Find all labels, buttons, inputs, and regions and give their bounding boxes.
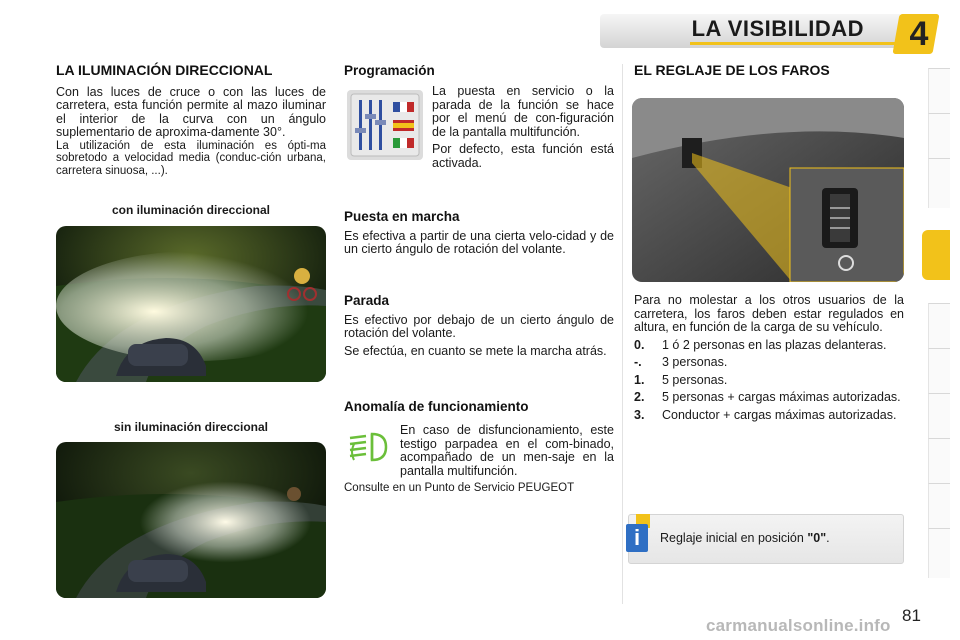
section-heading: Anomalía de funcionamiento xyxy=(344,399,529,414)
image-caption: sin iluminación direccional xyxy=(113,420,269,434)
headlamp-adjustment-text xyxy=(634,294,904,426)
info-icon: i xyxy=(626,524,648,552)
body-text: Con las luces de cruce o con las luces de carretera, esta función permite al mazo iluminar el interior de la curva con un ángulo suplementario de aproxima-damente 30°. xyxy=(56,84,326,139)
body-text: Es efectivo por debajo de un cierto ángulo de rotación del volante. xyxy=(344,312,614,340)
section-heading: EL REGLAJE DE LOS FAROS xyxy=(634,62,830,78)
body-text: Se efectúa, en cuanto se mete la marcha atrás. xyxy=(344,343,607,358)
body-text: Por defecto, esta función está activada. xyxy=(432,142,614,170)
page-number: 81 xyxy=(902,606,921,625)
body-text: Consulte en un Punto de Servicio PEUGEOT xyxy=(344,482,575,494)
list-item: 1. 5 personas. xyxy=(634,372,728,387)
chapter-tab[interactable] xyxy=(928,483,950,533)
chapter-tab[interactable] xyxy=(928,528,950,578)
page-title: LA VISIBILIDAD xyxy=(691,16,864,41)
chapter-tab[interactable] xyxy=(928,158,950,208)
column-headlamp-adjustment xyxy=(634,64,904,86)
chapter-number: 4 xyxy=(909,15,929,53)
section-stop xyxy=(344,294,614,358)
info-text: Reglaje inicial en posición "0". xyxy=(660,531,830,545)
body-text: Para no molestar a los otros usuarios de la carretera, los faros deben estar regulados en altura, en función de la carga de su vehículo. xyxy=(634,293,904,334)
section-heading: Programación xyxy=(344,63,435,78)
body-text: Es efectiva a partir de una cierta velo-cidad y de un cierto ángulo de rotación del volante. xyxy=(344,228,614,256)
body-text: En caso de disfuncionamiento, este testigo parpadea en el com-binado, acompañado de un men-saje en la pantalla multifunción. xyxy=(400,423,614,478)
chapter-tab[interactable] xyxy=(928,113,950,163)
list-item: 0. 1 ó 2 personas en las plazas delanteras. xyxy=(634,337,887,352)
multifunction-screen-settings-icon xyxy=(347,90,423,160)
list-item: 3. Conductor + cargas máximas autorizadas. xyxy=(634,407,897,422)
section-fault xyxy=(344,400,614,420)
chapter-tab-active[interactable] xyxy=(922,230,950,280)
watermark: carmanualsonline.info xyxy=(706,616,891,635)
image-caption: con iluminación direccional xyxy=(111,203,271,217)
section-heading: LA ILUMINACIÓN DIRECCIONAL xyxy=(56,62,273,78)
illustration-with-directional-light xyxy=(56,226,326,382)
list-item: -. 3 personas. xyxy=(634,355,728,369)
section-heading: Parada xyxy=(344,293,390,308)
section-heading: Puesta en marcha xyxy=(344,209,460,224)
programming-text xyxy=(432,85,614,170)
chapter-tab[interactable] xyxy=(928,438,950,488)
section-start xyxy=(344,210,614,257)
chapter-tab[interactable] xyxy=(928,348,950,398)
chapter-tab[interactable] xyxy=(928,68,950,118)
body-text: La utilización de esta iluminación es ópti-ma sobretodo a velocidad media (conduc-ción urbana, carretera sinuosa, ...). xyxy=(56,139,326,177)
list-item: 2. 5 personas + cargas máximas autorizadas. xyxy=(634,390,901,404)
load-positions-list xyxy=(634,339,904,423)
fault-text xyxy=(400,424,614,478)
chapter-tab[interactable] xyxy=(928,393,950,443)
chapter-tab[interactable] xyxy=(928,303,950,353)
headlamp-adjustment-dial-photo xyxy=(632,98,904,282)
chapter-tabs xyxy=(928,68,960,578)
body-text: La puesta en servicio o la parada de la función se hace por el menú de con-figuración de la pantalla multifunción. xyxy=(432,84,614,139)
column-directional-lighting xyxy=(56,64,326,177)
illustration-without-directional-light xyxy=(56,442,326,598)
column-divider xyxy=(622,64,623,604)
column-programming xyxy=(344,64,614,84)
headlamp-warning-icon xyxy=(346,430,394,464)
service-note xyxy=(344,482,619,496)
